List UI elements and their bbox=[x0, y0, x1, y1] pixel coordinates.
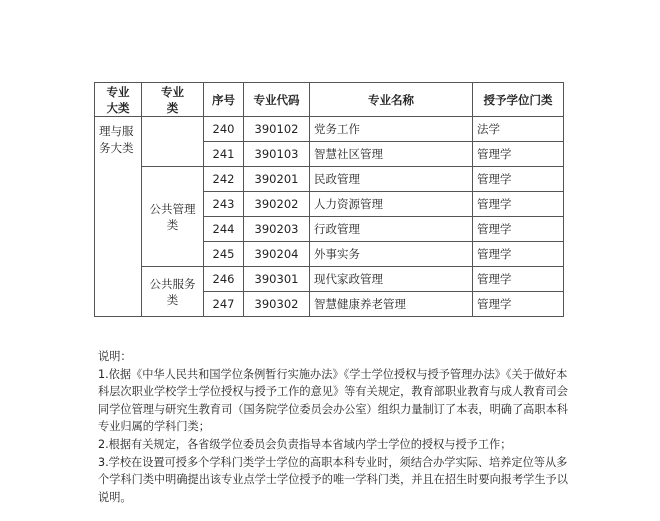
table-row bbox=[95, 117, 564, 142]
name-cell: 智慧社区管理 bbox=[310, 142, 473, 167]
name-cell: 行政管理 bbox=[310, 217, 473, 242]
sub-category-cell: 公共管理类 bbox=[142, 167, 204, 267]
code-cell: 390301 bbox=[244, 267, 310, 292]
seq-cell: 246 bbox=[204, 267, 244, 292]
code-cell: 390204 bbox=[244, 242, 310, 267]
major-catalog-table bbox=[94, 82, 564, 317]
code-cell: 390103 bbox=[244, 142, 310, 167]
header-sub-category: 专业 类 bbox=[142, 83, 204, 117]
degree-cell: 管理学 bbox=[473, 242, 564, 267]
name-cell: 外事实务 bbox=[310, 242, 473, 267]
name-cell: 人力资源管理 bbox=[310, 192, 473, 217]
header-code: 专业代码 bbox=[244, 83, 310, 117]
code-cell: 390201 bbox=[244, 167, 310, 192]
seq-cell: 247 bbox=[204, 292, 244, 317]
code-cell: 390202 bbox=[244, 192, 310, 217]
degree-cell: 管理学 bbox=[473, 192, 564, 217]
note-item: 3.学校在设置可授多个学科门类学士学位的高职本科专业时，须结合办学实际、培养定位等从多个学科门类中明确提出该专业点学士学位授予的唯一学科门类，并且在招生时要向报考学生予以说明。 bbox=[98, 455, 568, 504]
seq-cell: 245 bbox=[204, 242, 244, 267]
note-item: 1.依据《中华人民共和国学位条例暂行实施办法》《学士学位授权与授予管理办法》《关于做好本科层次职业学校学士学位授权与授予工作的意见》等有关规定，教育部职业教育与成人教育司会同学位管理与研究生教育司（国务院学位委员会办公室）组织力量制订了本表，明确了高职本科专业归属的学科门类； bbox=[98, 367, 568, 434]
header-major-category: 专业 大类 bbox=[95, 83, 142, 117]
table-row bbox=[95, 267, 564, 292]
header-degree: 授予学位门类 bbox=[473, 83, 564, 117]
name-cell: 智慧健康养老管理 bbox=[310, 292, 473, 317]
degree-cell: 管理学 bbox=[473, 267, 564, 292]
notes-section bbox=[98, 348, 568, 506]
degree-cell: 管理学 bbox=[473, 292, 564, 317]
code-cell: 390102 bbox=[244, 117, 310, 142]
seq-cell: 242 bbox=[204, 167, 244, 192]
note-item: 2.根据有关规定，各省级学位委员会负责指导本省域内学士学位的授权与授予工作； bbox=[98, 437, 512, 451]
sub-category-cell: 公共服务类 bbox=[142, 267, 204, 317]
code-cell: 390302 bbox=[244, 292, 310, 317]
degree-cell: 管理学 bbox=[473, 142, 564, 167]
degree-cell: 管理学 bbox=[473, 217, 564, 242]
degree-cell: 管理学 bbox=[473, 167, 564, 192]
seq-cell: 243 bbox=[204, 192, 244, 217]
major-category-cell: 理与服 务大类 bbox=[95, 117, 142, 317]
header-name: 专业名称 bbox=[310, 83, 473, 117]
sub-category-cell bbox=[142, 117, 204, 167]
notes-title: 说明： bbox=[98, 350, 132, 363]
header-seq: 序号 bbox=[204, 83, 244, 117]
name-cell: 党务工作 bbox=[310, 117, 473, 142]
name-cell: 现代家政管理 bbox=[310, 267, 473, 292]
name-cell: 民政管理 bbox=[310, 167, 473, 192]
seq-cell: 240 bbox=[204, 117, 244, 142]
seq-cell: 241 bbox=[204, 142, 244, 167]
code-cell: 390203 bbox=[244, 217, 310, 242]
degree-cell: 法学 bbox=[473, 117, 564, 142]
seq-cell: 244 bbox=[204, 217, 244, 242]
table-row bbox=[95, 167, 564, 192]
table-header-row bbox=[95, 83, 564, 117]
